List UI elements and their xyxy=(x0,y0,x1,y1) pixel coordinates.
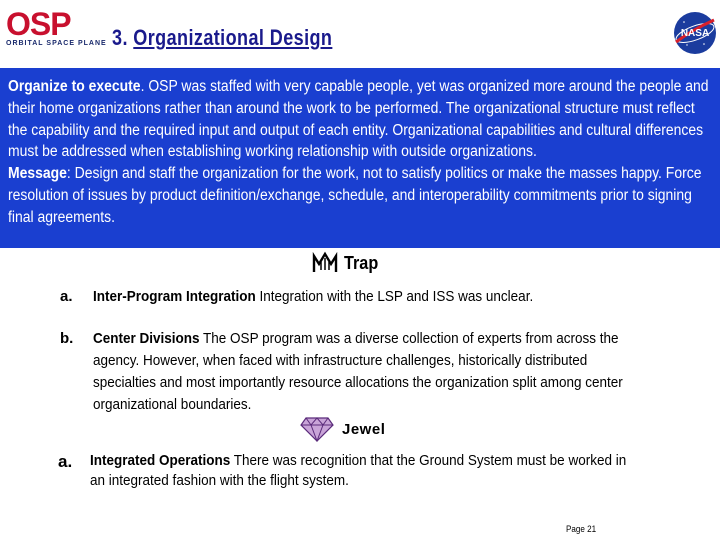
item-heading: Inter-Program Integration xyxy=(93,288,256,305)
item-letter: a. xyxy=(60,288,73,305)
osp-logo-letters: OSP xyxy=(6,6,71,42)
banner-p2-heading: Message xyxy=(8,165,67,183)
osp-logo-subtitle: ORBITAL SPACE PLANE xyxy=(6,40,107,47)
banner-p2-text: : Design and staff the organization for the work, not to satisfy politics or make the masses happy. Force resolution of issues by product definition/exchange, schedule, and interoperability commitments prior to signing final agreements. xyxy=(8,165,702,226)
nasa-logo-icon xyxy=(672,10,718,56)
osp-logo xyxy=(6,6,107,54)
title-text: Organizational Design xyxy=(133,25,333,50)
title-number: 3. xyxy=(112,25,134,50)
trap-label: Trap xyxy=(344,252,379,273)
page-number: Page 21 xyxy=(566,524,597,534)
jewel-label: Jewel xyxy=(342,420,386,438)
item-body xyxy=(93,286,651,308)
item-heading: Integrated Operations xyxy=(90,452,231,469)
item-body xyxy=(90,451,630,491)
jewel-heading xyxy=(300,416,385,442)
item-body xyxy=(93,328,633,416)
banner-p1-text: . OSP was staffed with very capable people, yet was organized more around the people and their home organizations rather than around the work to be performed. The organizational structure must reflect the capability and the required input and output of each entity. Organizational capabilities and cultural differences must be addressed when establishing working relationship with outside organizations. xyxy=(8,78,709,161)
item-text: The OSP program was a diverse collection of experts from across the agency. However, when faced with infrastructure challenges, historically distributed specialties and most importantly resource allocations the organization split among center organizational boundaries. xyxy=(93,330,623,413)
item-letter: a. xyxy=(58,452,73,471)
item-text: Integration with the LSP and ISS was unclear. xyxy=(255,288,534,305)
trap-heading xyxy=(312,250,382,276)
banner-p1-heading: Organize to execute xyxy=(8,78,141,95)
message-banner xyxy=(0,68,720,248)
item-text: There was recognition that the Ground System must be worked in an integrated fashion with the flight system. xyxy=(90,452,627,489)
page-title xyxy=(112,25,332,51)
nasa-logo-text: NASA xyxy=(680,28,710,39)
item-letter: b. xyxy=(60,330,74,347)
diamond-jewel-icon xyxy=(300,416,334,442)
bear-trap-icon xyxy=(312,250,338,276)
banner-paragraph xyxy=(8,76,710,229)
item-heading: Center Divisions xyxy=(93,330,200,347)
